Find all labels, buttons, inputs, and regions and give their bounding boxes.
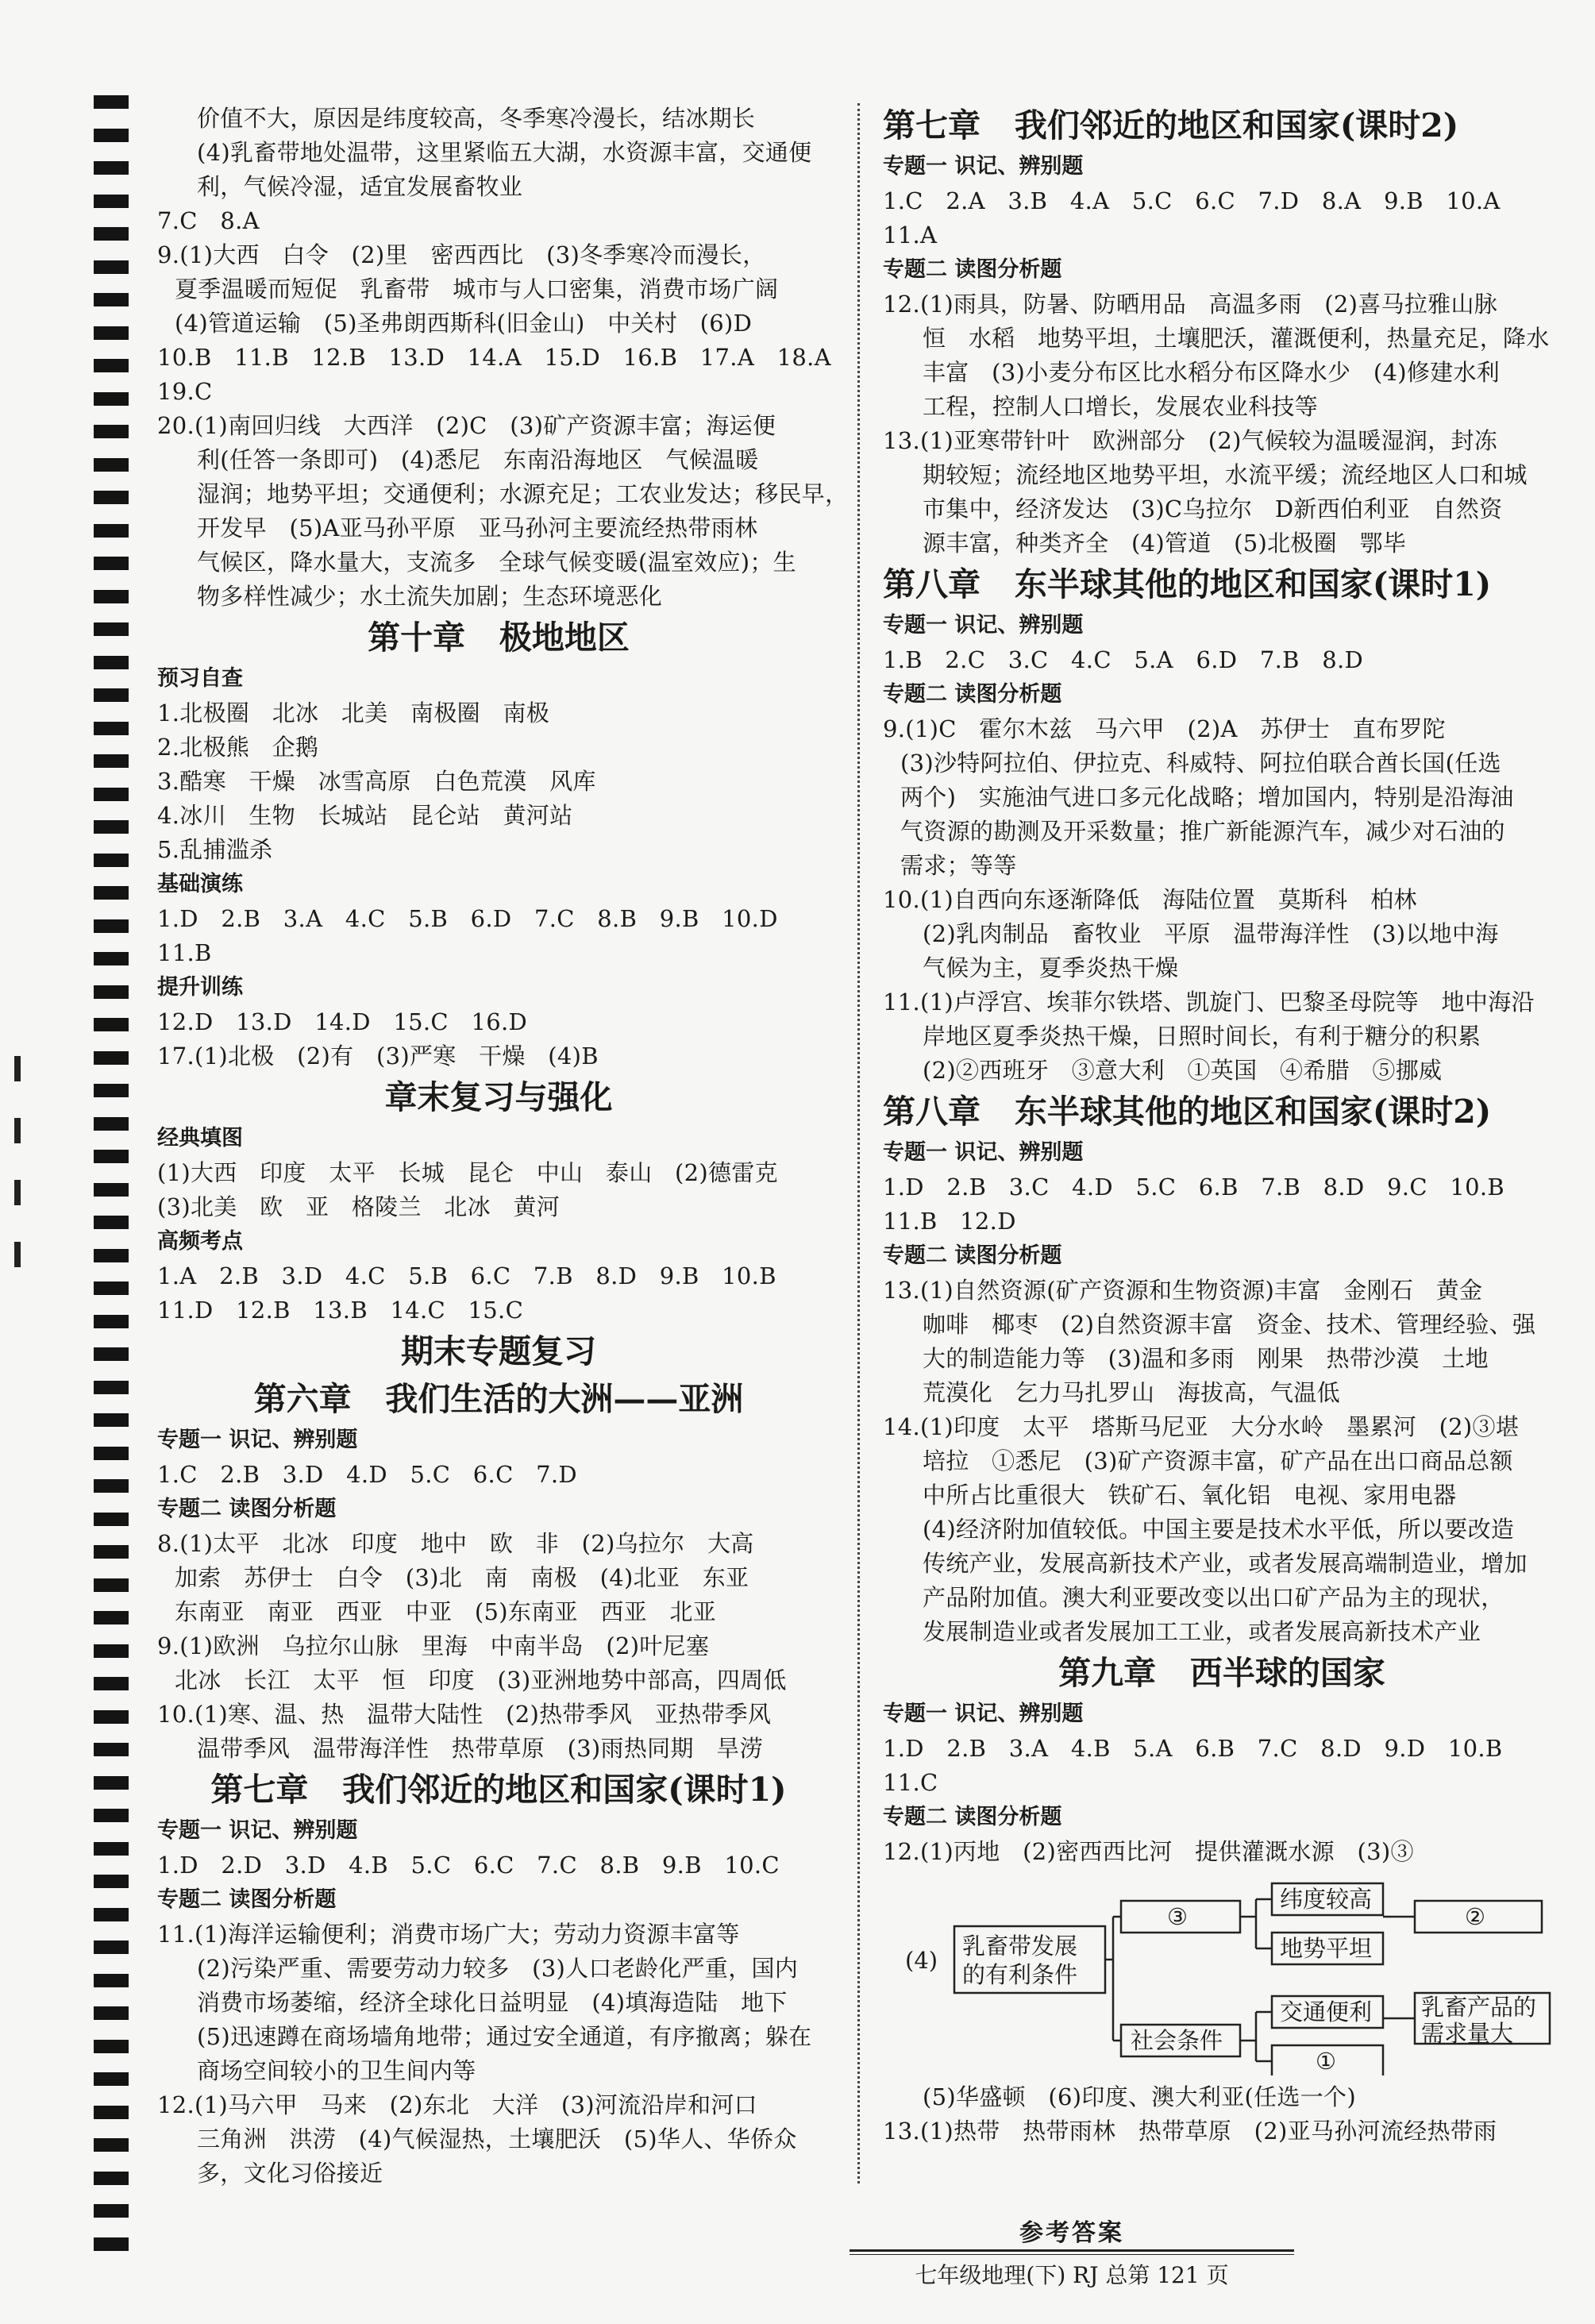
binding-bar [94, 1578, 129, 1592]
footer-rule [850, 2249, 1294, 2255]
answer-line: (2)污染严重、需要劳动力较多 (3)人口老龄化严重，国内 [197, 1955, 799, 1982]
chapter-title: 第十章 极地地区 [368, 619, 630, 657]
diagram-root-line2: 的有利条件 [962, 1961, 1078, 1988]
chapter-title: 期末专题复习 [401, 1332, 596, 1370]
section-heading: 经典填图 [157, 1126, 243, 1150]
binding-bar [94, 820, 129, 834]
binding-bar [94, 1842, 129, 1856]
answer-line: 11.C [883, 1769, 938, 1796]
binding-bar [94, 919, 129, 933]
binding-bar [94, 2204, 129, 2218]
binding-bar [94, 1974, 129, 1987]
binding-bar [94, 1216, 129, 1229]
binding-bar [94, 952, 129, 965]
answer-line: 开发早 (5)A亚马孙平原 亚马孙河主要流经热带雨林 [197, 515, 758, 541]
binding-bar [94, 1150, 129, 1163]
binding-bar [94, 161, 129, 175]
answer-line: 东南亚 南亚 西亚 中亚 (5)东南亚 西亚 北亚 [175, 1598, 717, 1625]
binding-bar [94, 1084, 129, 1097]
answer-line: 1.C 2.A 3.B 4.A 5.C 6.C 7.D 8.A 9.B 10.A [883, 187, 1501, 214]
section-heading: 专题一 识记、辨别题 [883, 1702, 1084, 1726]
binding-bar [94, 622, 129, 636]
diagram-demand-line2: 需求量大 [1421, 2020, 1514, 2047]
answer-line: (3)沙特阿拉伯、伊拉克、科威特、阿拉伯联合酋长国(任选 [900, 750, 1501, 777]
answer-line: 传统产业，发展高新技术产业，或者发展高端制造业，增加 [923, 1550, 1528, 1577]
answer-line: 工程，控制人口增长，发展农业科技等 [923, 393, 1319, 420]
answer-line: (2)②西班牙 ③意大利 ①英国 ④希腊 ⑤挪威 [923, 1057, 1443, 1084]
diagram-root-line1: 乳畜带发展 [962, 1933, 1078, 1960]
diagram-natural-slot: ③ [1167, 1903, 1188, 1930]
left-column [157, 102, 849, 2191]
answer-line: 中所占比重很大 铁矿石、氧化铝 电视、家用电器 [923, 1482, 1457, 1509]
answer-line: 三角洲 洪涝 (4)气候湿热，土壤肥沃 (5)华人、华侨众 [197, 2126, 797, 2152]
section-heading: 预习自查 [157, 666, 243, 691]
binding-bar [94, 1941, 129, 1954]
answer-line: 12.(1)马六甲 马来 (2)东北 大洋 (3)河流沿岸和河口 [157, 2091, 757, 2118]
binding-bar [94, 590, 129, 603]
answer-line: 加索 苏伊士 白令 (3)北 南 南极 (4)北亚 东亚 [175, 1564, 749, 1591]
footer-page-info: 七年级地理(下) RJ 总第 121 页 [915, 2262, 1229, 2288]
binding-bar [94, 260, 129, 274]
binding-bar [94, 656, 129, 669]
answer-line: 价值不大，原因是纬度较高，冬季寒冷漫长，结冰期长 [197, 105, 756, 132]
answer-line: 咖啡 椰枣 (2)自然资源丰富 资金、技术、管理经验、强 [923, 1311, 1536, 1338]
binding-bar [94, 392, 129, 406]
binding-strip [94, 95, 129, 2270]
answer-line: 11.(1)海洋运输便利；消费市场广大；劳动力资源丰富等 [157, 1921, 740, 1948]
answer-line: 1.D 2.B 3.C 4.D 5.C 6.B 7.B 8.D 9.C 10.B [883, 1174, 1504, 1201]
binding-hole [14, 1180, 21, 1205]
section-heading: 专题二 读图分析题 [157, 1497, 337, 1521]
binding-bar [94, 1281, 129, 1295]
binding-bar [94, 458, 129, 472]
answer-line: 两个) 实施油气进口多元化战略；增加国内，特别是沿海油 [900, 784, 1514, 811]
answer-line: (2)乳肉制品 畜牧业 平原 温带海洋性 (3)以地中海 [923, 920, 1499, 947]
answer-line: 2.北极熊 企鹅 [157, 734, 319, 761]
binding-bar [94, 754, 129, 768]
answer-line: (3)北美 欧 亚 格陵兰 北冰 黄河 [157, 1193, 561, 1220]
answer-line: 12.(1)雨具，防暑、防晒用品 高温多雨 (2)喜马拉雅山脉 [883, 291, 1498, 318]
answer-line: 1.D 2.D 3.D 4.B 5.C 6.C 7.C 8.B 9.B 10.C [157, 1852, 780, 1879]
answer-line: (5)迅速蹲在商场墙角地带；通过安全通道，有序撤离；躲在 [197, 2023, 812, 2050]
right-column [883, 102, 1561, 2149]
binding-bar [94, 2138, 129, 2152]
answer-line: 北冰 长江 太平 恒 印度 (3)亚洲地势中部高，四周低 [175, 1667, 787, 1694]
answer-line: 荒漠化 乞力马扎罗山 海拔高，气温低 [923, 1379, 1340, 1406]
binding-hole [14, 1056, 21, 1081]
answer-line: 13.(1)热带 热带雨林 热带草原 (2)亚马孙河流经热带雨 [883, 2118, 1497, 2145]
binding-bar [94, 688, 129, 702]
answer-line: 1.北极圈 北冰 北美 南极圈 南极 [157, 700, 550, 726]
answer-line: 恒 水稻 地势平坦，土壤肥沃，灌溉便利，热量充足，降水 [923, 325, 1550, 352]
binding-bar [94, 1611, 129, 1624]
binding-bar [94, 722, 129, 735]
answer-line: 11.B [157, 939, 212, 966]
binding-bar [94, 854, 129, 867]
binding-bar [94, 1018, 129, 1031]
footer-title: 参考答案 [1019, 2219, 1124, 2247]
answer-line: 消费市场萎缩，经济全球化日益明显 (4)填海造陆 地下 [197, 1989, 788, 2016]
section-heading: 专题二 读图分析题 [157, 1887, 337, 1912]
diagram-social-conditions: 社会条件 [1131, 2027, 1223, 2054]
answer-line: 物多样性减少；水土流失加剧；生态环境恶化 [197, 583, 663, 610]
binding-bar [94, 1183, 129, 1197]
chapter-title: 第八章 东半球其他的地区和国家(课时2) [883, 1093, 1492, 1131]
answer-line: 9.(1)大西 白令 (2)里 密西西比 (3)冬季寒冷而漫长， [157, 241, 766, 268]
binding-bar [94, 1315, 129, 1328]
answer-line: 8.(1)太平 北冰 印度 地中 欧 非 (2)乌拉尔 大高 [157, 1530, 754, 1557]
binding-bar [94, 2006, 129, 2020]
answer-line: 1.D 2.B 3.A 4.C 5.B 6.D 7.C 8.B 9.B 10.D [157, 905, 778, 932]
answer-line: 19.C [157, 378, 213, 405]
binding-bar [94, 1677, 129, 1690]
binding-holes [14, 1056, 21, 1304]
section-heading: 专题一 识记、辨别题 [883, 613, 1084, 638]
answer-line: 3.酷寒 干燥 冰雪高原 白色荒漠 风库 [157, 768, 596, 795]
binding-bar [94, 293, 129, 306]
answer-line: 温带季风 温带海洋性 热带草原 (3)雨热同期 旱涝 [197, 1735, 763, 1762]
section-heading: 专题一 识记、辨别题 [157, 1428, 358, 1452]
binding-bar [94, 1413, 129, 1427]
answer-line: 13.(1)亚寒带针叶 欧洲部分 (2)气候较为温暖湿润，封冻 [883, 427, 1498, 454]
answer-line: 湿润；地势平坦；交通便利；水源充足；工农业发达；移民早， [197, 480, 849, 507]
binding-bar [94, 1809, 129, 1822]
section-heading: 专题二 读图分析题 [883, 1805, 1062, 1829]
answer-line: 11.D 12.B 13.B 14.C 15.C [157, 1297, 524, 1324]
answer-line: 气候区，降水量大，支流多 全球气候变暖(温室效应)；生 [197, 549, 796, 576]
binding-bar [94, 524, 129, 538]
binding-hole [14, 1242, 21, 1267]
section-heading: 提升训练 [157, 975, 243, 1000]
binding-bar [94, 195, 129, 208]
binding-bar [94, 886, 129, 900]
section-heading: 专题二 读图分析题 [883, 1243, 1062, 1268]
binding-bar [94, 1051, 129, 1065]
diagram-high-latitude: 纬度较高 [1280, 1886, 1373, 1913]
binding-bar [94, 359, 129, 372]
diagram-slot-2: ② [1465, 1903, 1485, 1930]
answer-line: 9.(1)C 霍尔木兹 马六甲 (2)A 苏伊士 直布罗陀 [883, 715, 1446, 742]
diagram-demand-line1: 乳畜产品的 [1421, 1994, 1537, 2021]
answer-line: 10.(1)自西向东逐渐降低 海陆位置 莫斯科 柏林 [883, 886, 1417, 913]
binding-bar [94, 1644, 129, 1658]
answer-line: 培拉 ①悉尼 (3)矿产资源丰富，矿产品在出口商品总额 [923, 1447, 1513, 1474]
binding-bar [94, 1776, 129, 1790]
binding-bar [94, 1447, 129, 1460]
answer-line: 期较短；流经地区地势平坦，水流平缓；流经地区人口和城 [923, 461, 1528, 488]
binding-bar [94, 1479, 129, 1493]
answer-line: 丰富 (3)小麦分布区比水稻分布区降水少 (4)修建水利 [923, 359, 1501, 386]
binding-bar [94, 95, 129, 109]
column-divider [857, 103, 860, 2183]
answer-line: 14.(1)印度 太平 塔斯马尼亚 大分水岭 墨累河 (2)③堪 [883, 1413, 1520, 1440]
diagram-convenient-transport: 交通便利 [1280, 1998, 1373, 2025]
binding-bar [94, 2237, 129, 2251]
chapter-title: 第六章 我们生活的大洲——亚洲 [253, 1380, 744, 1418]
answer-line: 10.B 11.B 12.B 13.D 14.A 15.D 16.B 17.A 18.A [157, 344, 831, 371]
answer-line: 气资源的勘测及开采数量；推广新能源汽车，减少对石油的 [900, 818, 1505, 845]
section-heading: 专题一 识记、辨别题 [883, 154, 1084, 179]
answer-line: (4)经济附加值较低。中国主要是技术水平低，所以要改造 [923, 1516, 1515, 1543]
answer-line: 产品附加值。澳大利亚要改变以出口矿产品为主的现状， [923, 1584, 1504, 1611]
answer-line: 11.B 12.D [883, 1208, 1016, 1235]
binding-bar [94, 1545, 129, 1559]
flow-diagram [883, 1877, 1561, 2075]
binding-hole [14, 1118, 21, 1143]
section-heading: 基础演练 [157, 872, 243, 896]
answer-line: 气候为主，夏季炎热干燥 [923, 954, 1179, 981]
answer-line: 12.(1)丙地 (2)密西西比河 提供灌溉水源 (3)③ [883, 1838, 1414, 1865]
binding-bar [94, 1513, 129, 1526]
answer-line: 利，气候冷湿，适宜发展畜牧业 [197, 173, 523, 200]
answer-line: 商场空间较小的卫生间内等 [197, 2057, 476, 2084]
answer-line: 1.D 2.B 3.A 4.B 5.A 6.B 7.C 8.D 9.D 10.B [883, 1735, 1503, 1762]
answer-line: 9.(1)欧洲 乌拉尔山脉 里海 中南半岛 (2)叶尼塞 [157, 1632, 710, 1659]
binding-bar [94, 491, 129, 504]
answer-line: 10.(1)寒、温、热 温带大陆性 (2)热带季风 亚热带季风 [157, 1701, 772, 1728]
chapter-title: 第七章 我们邻近的地区和国家(课时2) [883, 106, 1459, 145]
answer-line: 4.冰川 生物 长城站 昆仑站 黄河站 [157, 802, 573, 829]
answer-line: 20.(1)南回归线 大西洋 (2)C (3)矿产资源丰富；海运便 [157, 412, 776, 439]
binding-bar [94, 2106, 129, 2119]
answer-line: (4)管道运输 (5)圣弗朗西斯科(旧金山) 中关村 (6)D [175, 310, 753, 337]
binding-bar [94, 2172, 129, 2185]
binding-bar [94, 985, 129, 999]
answer-line: (5)华盛顿 (6)印度、澳大利亚(任选一个) [923, 2083, 1356, 2110]
diagram-flat-terrain: 地势平坦 [1280, 1935, 1373, 1962]
answer-line: 1.B 2.C 3.C 4.C 5.A 6.D 7.B 8.D [883, 646, 1364, 673]
binding-bar [94, 129, 129, 142]
binding-bar [94, 227, 129, 241]
diagram-label-4: (4) [905, 1947, 938, 1974]
answer-line: 11.A [883, 222, 938, 249]
answer-line: 市集中，经济发达 (3)C乌拉尔 D新西伯利亚 自然资 [923, 495, 1503, 522]
binding-bar [94, 2040, 129, 2053]
binding-bar [94, 2072, 129, 2086]
answer-line: 大的制造能力等 (3)温和多雨 刚果 热带沙漠 土地 [923, 1345, 1489, 1372]
section-heading: 专题二 读图分析题 [883, 257, 1062, 282]
binding-bar [94, 788, 129, 801]
binding-bar [94, 1710, 129, 1724]
answer-line: 发展制造业或者发展加工工业，或者发展高新技术产业 [923, 1618, 1481, 1645]
binding-bar [94, 326, 129, 340]
answer-line: 7.C 8.A [157, 207, 260, 234]
answer-line: 1.C 2.B 3.D 4.D 5.C 6.C 7.D [157, 1461, 577, 1488]
chapter-title: 第九章 西半球的国家 [1058, 1654, 1385, 1692]
diagram-slot-1: ① [1316, 2048, 1336, 2075]
page-footer [850, 2213, 1294, 2290]
binding-bar [94, 425, 129, 438]
chapter-title: 章末复习与强化 [384, 1078, 613, 1116]
binding-bar [94, 1908, 129, 1921]
binding-bar [94, 557, 129, 570]
answer-line: 11.(1)卢浮宫、埃菲尔铁塔、凯旋门、巴黎圣母院等 地中海沿 [883, 989, 1535, 1016]
chapter-title: 第七章 我们邻近的地区和国家(课时1) [210, 1771, 787, 1809]
section-heading: 专题二 读图分析题 [883, 682, 1062, 707]
section-heading: 专题一 识记、辨别题 [157, 1818, 358, 1843]
answer-line: 1.A 2.B 3.D 4.C 5.B 6.C 7.B 8.D 9.B 10.B [157, 1262, 776, 1289]
answer-line: 利(任答一条即可) (4)悉尼 东南沿海地区 气候温暖 [197, 446, 759, 473]
binding-bar [94, 1875, 129, 1888]
binding-bar [94, 1117, 129, 1131]
answer-line: 需求；等等 [900, 852, 1017, 879]
binding-bar [94, 1743, 129, 1756]
answer-line: 13.(1)自然资源(矿产资源和生物资源)丰富 金刚石 黄金 [883, 1277, 1483, 1304]
answer-line: 夏季温暖而短促 乳畜带 城市与人口密集，消费市场广阔 [175, 276, 779, 303]
section-heading: 高频考点 [157, 1229, 243, 1254]
answer-line: 5.乱捕滥杀 [157, 836, 273, 863]
chapter-title: 第八章 东半球其他的地区和国家(课时1) [883, 565, 1492, 603]
answer-line: 12.D 13.D 14.D 15.C 16.D [157, 1008, 528, 1035]
answer-line: 源丰富，种类齐全 (4)管道 (5)北极圈 鄂毕 [923, 530, 1407, 557]
section-heading: 专题一 识记、辨别题 [883, 1140, 1084, 1165]
answer-line: (4)乳畜带地处温带，这里紧临五大湖，水资源丰富，交通便 [197, 139, 812, 166]
answer-line: (1)大西 印度 太平 长城 昆仑 中山 泰山 (2)德雷克 [157, 1159, 778, 1186]
binding-bar [94, 1347, 129, 1361]
answer-line: 17.(1)北极 (2)有 (3)严寒 干燥 (4)B [157, 1043, 599, 1070]
binding-bar [94, 1381, 129, 1394]
answer-line: 岸地区夏季炎热干燥，日照时间长，有利于糖分的积累 [923, 1023, 1481, 1050]
answer-line: 多，文化习俗接近 [197, 2160, 383, 2187]
binding-bar [94, 1249, 129, 1262]
